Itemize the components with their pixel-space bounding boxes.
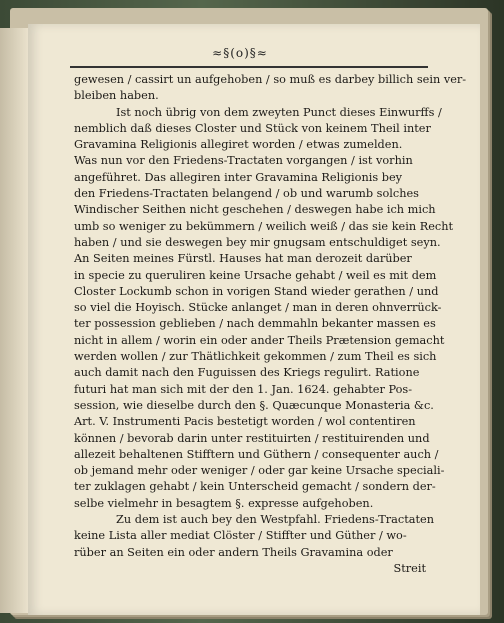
text-line: nemblich daß dieses Closter und Stück von keinem Theil inter — [74, 121, 431, 135]
text-line: An Seiten meines Fürstl. Hauses hat man derozeit darüber — [74, 252, 412, 266]
text-line: Zu dem ist auch bey den Westpfahl. Friedens-Tractaten — [116, 513, 435, 527]
text-line: Windischer Seithen nicht geschehen / deswegen habe ich mich — [74, 203, 436, 217]
text-line: Gravamina Religionis allegiret worden / etwas zumelden. — [74, 138, 403, 152]
text-line: werden wollen / zur Thätlichkeit gekommen / zum Theil es sich — [74, 350, 437, 364]
text-line: umb so weniger zu bekümmern / weilich weiß / das sie kein Recht — [74, 219, 454, 233]
text-line: ter zuklagen gehabt / kein Unterscheid gemacht / sondern der- — [74, 480, 436, 494]
header-rule — [70, 66, 428, 68]
text-line: futuri hat man sich mit der den 1. Jan. 1624. gehabter Pos- — [74, 382, 413, 396]
text-line: Art. V. Instrumenti Pacis bestetigt worden / wol contentiren — [74, 415, 416, 429]
text-line: ob jemand mehr oder weniger / oder gar keine Ursache speciali- — [74, 464, 445, 478]
text-line: so viel die Hoyisch. Stücke anlanget / man in deren ohnverrück- — [74, 301, 442, 315]
text-line: allezeit behaltenen Stifftern und Güthern / consequenter auch / — [74, 447, 439, 461]
text-line: in specie zu queruliren keine Ursache gehabt / weil es mit dem — [74, 268, 437, 282]
text-line: session, wie dieselbe durch den §. Quæcunque Monasteria &c. — [74, 398, 434, 412]
text-line: keine Lista aller mediat Clöster / Stiffter und Güther / wo- — [74, 529, 407, 543]
body-text — [74, 72, 467, 577]
page-header-ornament: ≈§(o)§≈ — [212, 46, 268, 60]
text-line: gewesen / cassirt un aufgehoben / so muß es darbey billich sein ver- — [74, 73, 467, 86]
text-line: Closter Lockumb schon in vorigen Stand wieder gerathen / und — [74, 284, 439, 298]
text-line: Was nun vor den Friedens-Tractaten vorgangen / ist vorhin — [74, 154, 413, 168]
catchword: Streit — [393, 561, 426, 575]
text-line: nicht in allem / worin ein oder ander Theils Prætension gemacht — [74, 333, 445, 347]
text-line: bleiben haben. — [74, 89, 159, 103]
left-page-edge — [0, 28, 31, 613]
text-line: können / bevorab darin unter restituirten / restituirenden und — [74, 431, 430, 445]
text-line: ter possession geblieben / nach demmahln bekanter massen es — [74, 317, 436, 331]
text-line: Ist noch übrig von dem zweyten Punct dieses Einwurffs / — [116, 105, 442, 119]
text-line: den Friedens-Tractaten belangend / ob und warumb solches — [74, 187, 419, 201]
text-line: selbe vielmehr in besagtem §. expresse aufgehoben. — [74, 496, 374, 510]
text-line: haben / und sie deswegen bey mir gnugsam entschuldiget seyn. — [74, 235, 441, 249]
text-line: auch damit nach den Fuguissen des Kriegs regulirt. Ratione — [74, 366, 420, 380]
text-line: angeführet. Das allegiren inter Gravamina Religionis bey — [74, 170, 403, 184]
text-line: rüber an Seiten ein oder andern Theils Gravamina oder — [74, 545, 393, 559]
